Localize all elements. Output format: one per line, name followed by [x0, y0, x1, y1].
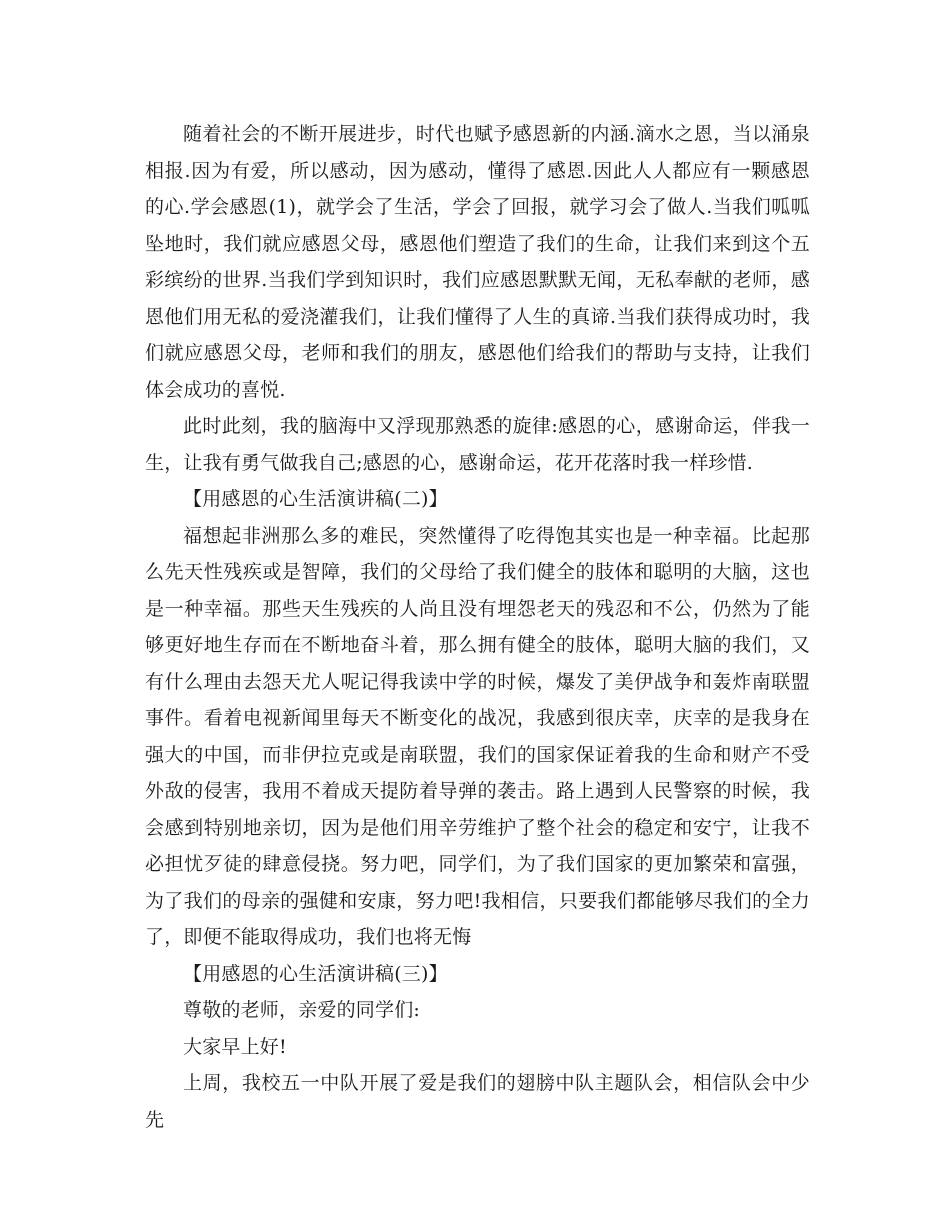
paragraph-intro: 随着社会的不断开展进步，时代也赋予感恩新的内涵.滴水之恩，当以涌泉相报.因为有爱，所以感动，因为感动，懂得了感恩.因此人人都应有一颗感恩的心.学会感恩(1)，就学会了生活，学会了回报，就学习会了做人.当我们呱呱坠地时，我们就应感恩父母，感恩他们塑造了我们的生命，让我们来到这个五彩缤纷的世界.当我们学到知识时，我们应感恩默默无闻，无私奉献的老师，感恩他们用无私的爱浇灌我们，让我们懂得了人生的真谛.当我们获得成功时，我们就应感恩父母，老师和我们的朋友，感恩他们给我们的帮助与支持，让我们体会成功的喜悦.	[145, 123, 810, 401]
paragraph-salutation: 尊敬的老师，亲爱的同学们:	[183, 999, 421, 1021]
paragraph-section-two: 福想起非洲那么多的难民，突然懂得了吃得饱其实也是一种幸福。比起那么先天性残疾或是智障，我们的父母给了我们健全的肢体和聪明的大脑，这也是一种幸福。那些天生残疾的人尚且没有埋怨老天的残忍和不公，仍然为了能够更好地生存而在不断地奋斗着，那么拥有健全的肢体，聪明大脑的我们，又有什么理由去怨天尤人呢记得我读中学的时候，爆发了美伊战争和轰炸南联盟事件。看着电视新闻里每天不断变化的战况，我感到很庆幸，庆幸的是我身在强大的中国，而非伊拉克或是南联盟，我们的国家保证着我的生命和财产不受外敌的侵害，我用不着成天提防着导弹的袭击。路上遇到人民警察的时候，我会感到特别地亲切，因为是他们用辛劳维护了整个社会的稳定和安宁，让我不必担忧歹徒的肆意侵挠。努力吧，同学们，为了我们国家的更加繁荣和富强，为了我们的母亲的强健和安康，努力吧!我相信，只要我们都能够尽我们的全力了，即便不能取得成功，我们也将无悔	[145, 524, 810, 948]
section-heading-three: 【用感恩的心生活演讲稿(三)】	[183, 962, 448, 985]
paragraph-melody: 此时此刻，我的脑海中又浮现那熟悉的旋律:感恩的心，感谢命运，伴我一生，让我有勇气做我自己;感恩的心，感谢命运，花开花落时我一样珍惜.	[145, 415, 810, 474]
section-heading-two: 【用感恩的心生活演讲稿(二)】	[183, 488, 448, 510]
paragraph-greeting: 大家早上好!	[183, 1035, 287, 1058]
paragraph-last-week: 上周，我校五一中队开展了爱是我们的翅膀中队主题队会，相信队会中少先	[145, 1072, 810, 1131]
document-page	[145, 116, 810, 1138]
